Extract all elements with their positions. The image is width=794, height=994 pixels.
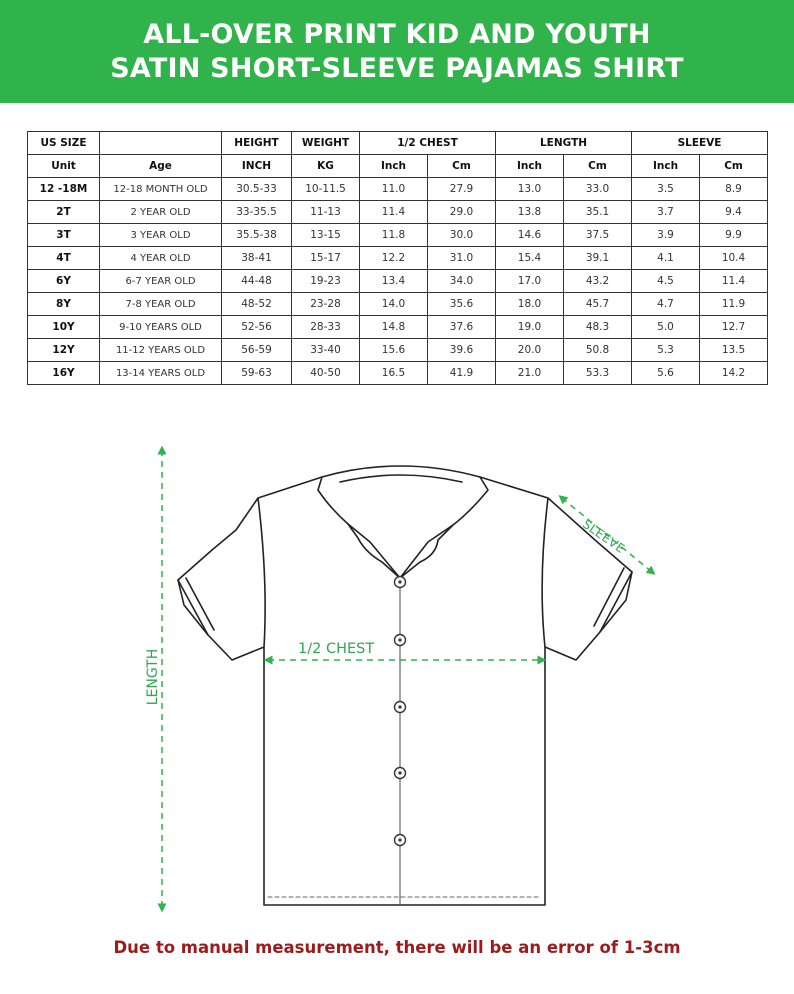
value-cell: 4.7 [632,293,700,316]
value-cell: 53.3 [564,362,632,385]
shirt-collar [318,466,488,578]
value-cell: 13.4 [360,270,428,293]
value-cell: 44-48 [222,270,292,293]
value-cell: 17.0 [496,270,564,293]
table-row [28,247,768,270]
value-cell: 19-23 [292,270,360,293]
value-cell: 5.6 [632,362,700,385]
header-length-cm: Cm [564,155,632,178]
value-cell: 18.0 [496,293,564,316]
size-cell: 2T [28,201,100,224]
value-cell: 48.3 [564,316,632,339]
measurement-note: Due to manual measurement, there will be an error of 1-3cm [113,938,681,957]
value-cell: 43.2 [564,270,632,293]
value-cell: 10-11.5 [292,178,360,201]
value-cell: 4.1 [632,247,700,270]
size-cell: 6Y [28,270,100,293]
value-cell: 30.0 [428,224,496,247]
value-cell: 31.0 [428,247,496,270]
age-cell: 12-18 MONTH OLD [100,178,222,201]
value-cell: 15.4 [496,247,564,270]
title-banner [0,0,794,103]
table-row [28,316,768,339]
shirt-illustration [0,400,794,930]
table-row [28,178,768,201]
size-cell: 12 -18M [28,178,100,201]
value-cell: 20.0 [496,339,564,362]
value-cell: 34.0 [428,270,496,293]
age-cell: 6-7 YEAR OLD [100,270,222,293]
chest-label: 1/2 CHEST [298,641,375,657]
value-cell: 37.6 [428,316,496,339]
value-cell: 12.2 [360,247,428,270]
value-cell: 37.5 [564,224,632,247]
value-cell: 28-33 [292,316,360,339]
header-height: HEIGHT [222,132,292,155]
age-cell: 13-14 YEARS OLD [100,362,222,385]
value-cell: 3.7 [632,201,700,224]
table-unit-row [28,155,768,178]
size-chart-table [27,131,768,385]
value-cell: 3.5 [632,178,700,201]
sleeve-label: SLEEVE [579,517,628,557]
value-cell: 33.0 [564,178,632,201]
header-chest-cm: Cm [428,155,496,178]
value-cell: 11.8 [360,224,428,247]
header-sleeve-cm: Cm [700,155,768,178]
value-cell: 39.6 [428,339,496,362]
value-cell: 39.1 [564,247,632,270]
age-cell: 2 YEAR OLD [100,201,222,224]
header-us-size: US SIZE [28,132,100,155]
value-cell: 11.4 [360,201,428,224]
table-header-row [28,132,768,155]
size-cell: 10Y [28,316,100,339]
value-cell: 5.3 [632,339,700,362]
table-row [28,224,768,247]
value-cell: 11.0 [360,178,428,201]
value-cell: 21.0 [496,362,564,385]
title-line-1: ALL-OVER PRINT KID AND YOUTH [143,18,651,50]
header-weight: WEIGHT [292,132,360,155]
left-cuff [178,580,208,635]
value-cell: 14.8 [360,316,428,339]
header-sleeve: SLEEVE [632,132,768,155]
size-cell: 3T [28,224,100,247]
value-cell: 27.9 [428,178,496,201]
value-cell: 33-40 [292,339,360,362]
left-armhole [258,498,265,647]
table-body [28,178,768,385]
value-cell: 8.9 [700,178,768,201]
header-chest: 1/2 CHEST [360,132,496,155]
age-cell: 4 YEAR OLD [100,247,222,270]
header-weight-unit: KG [292,155,360,178]
age-cell: 7-8 YEAR OLD [100,293,222,316]
value-cell: 9.4 [700,201,768,224]
header-age: Age [100,155,222,178]
value-cell: 13.5 [700,339,768,362]
right-armhole [542,498,548,647]
value-cell: 15-17 [292,247,360,270]
length-label: LENGTH [145,648,161,706]
size-cell: 4T [28,247,100,270]
value-cell: 23-28 [292,293,360,316]
value-cell: 11.4 [700,270,768,293]
value-cell: 19.0 [496,316,564,339]
value-cell: 59-63 [222,362,292,385]
value-cell: 9.9 [700,224,768,247]
header-chest-inch: Inch [360,155,428,178]
value-cell: 56-59 [222,339,292,362]
value-cell: 13.8 [496,201,564,224]
value-cell: 14.0 [360,293,428,316]
value-cell: 14.6 [496,224,564,247]
value-cell: 35.5-38 [222,224,292,247]
shirt-diagram [0,400,794,930]
age-cell: 3 YEAR OLD [100,224,222,247]
value-cell: 12.7 [700,316,768,339]
value-cell: 50.8 [564,339,632,362]
value-cell: 52-56 [222,316,292,339]
value-cell: 35.1 [564,201,632,224]
value-cell: 35.6 [428,293,496,316]
age-cell: 11-12 YEARS OLD [100,339,222,362]
title-line-2: SATIN SHORT-SLEEVE PAJAMAS SHIRT [110,52,684,84]
table-row [28,270,768,293]
value-cell: 11-13 [292,201,360,224]
header-length: LENGTH [496,132,632,155]
table-row [28,293,768,316]
value-cell: 33-35.5 [222,201,292,224]
value-cell: 48-52 [222,293,292,316]
value-cell: 4.5 [632,270,700,293]
value-cell: 41.9 [428,362,496,385]
header-length-inch: Inch [496,155,564,178]
value-cell: 13-15 [292,224,360,247]
header-unit: Unit [28,155,100,178]
value-cell: 5.0 [632,316,700,339]
value-cell: 45.7 [564,293,632,316]
value-cell: 16.5 [360,362,428,385]
value-cell: 40-50 [292,362,360,385]
header-sleeve-inch: Inch [632,155,700,178]
value-cell: 15.6 [360,339,428,362]
left-lapel [348,524,400,578]
size-cell: 12Y [28,339,100,362]
size-cell: 16Y [28,362,100,385]
age-cell: 9-10 YEARS OLD [100,316,222,339]
value-cell: 14.2 [700,362,768,385]
table-row [28,201,768,224]
value-cell: 38-41 [222,247,292,270]
value-cell: 10.4 [700,247,768,270]
right-cuff [600,572,632,632]
header-blank [100,132,222,155]
value-cell: 30.5-33 [222,178,292,201]
size-cell: 8Y [28,293,100,316]
value-cell: 13.0 [496,178,564,201]
value-cell: 3.9 [632,224,700,247]
value-cell: 29.0 [428,201,496,224]
collar-inner [340,475,462,482]
table-row [28,362,768,385]
value-cell: 11.9 [700,293,768,316]
table-row [28,339,768,362]
header-height-unit: INCH [222,155,292,178]
